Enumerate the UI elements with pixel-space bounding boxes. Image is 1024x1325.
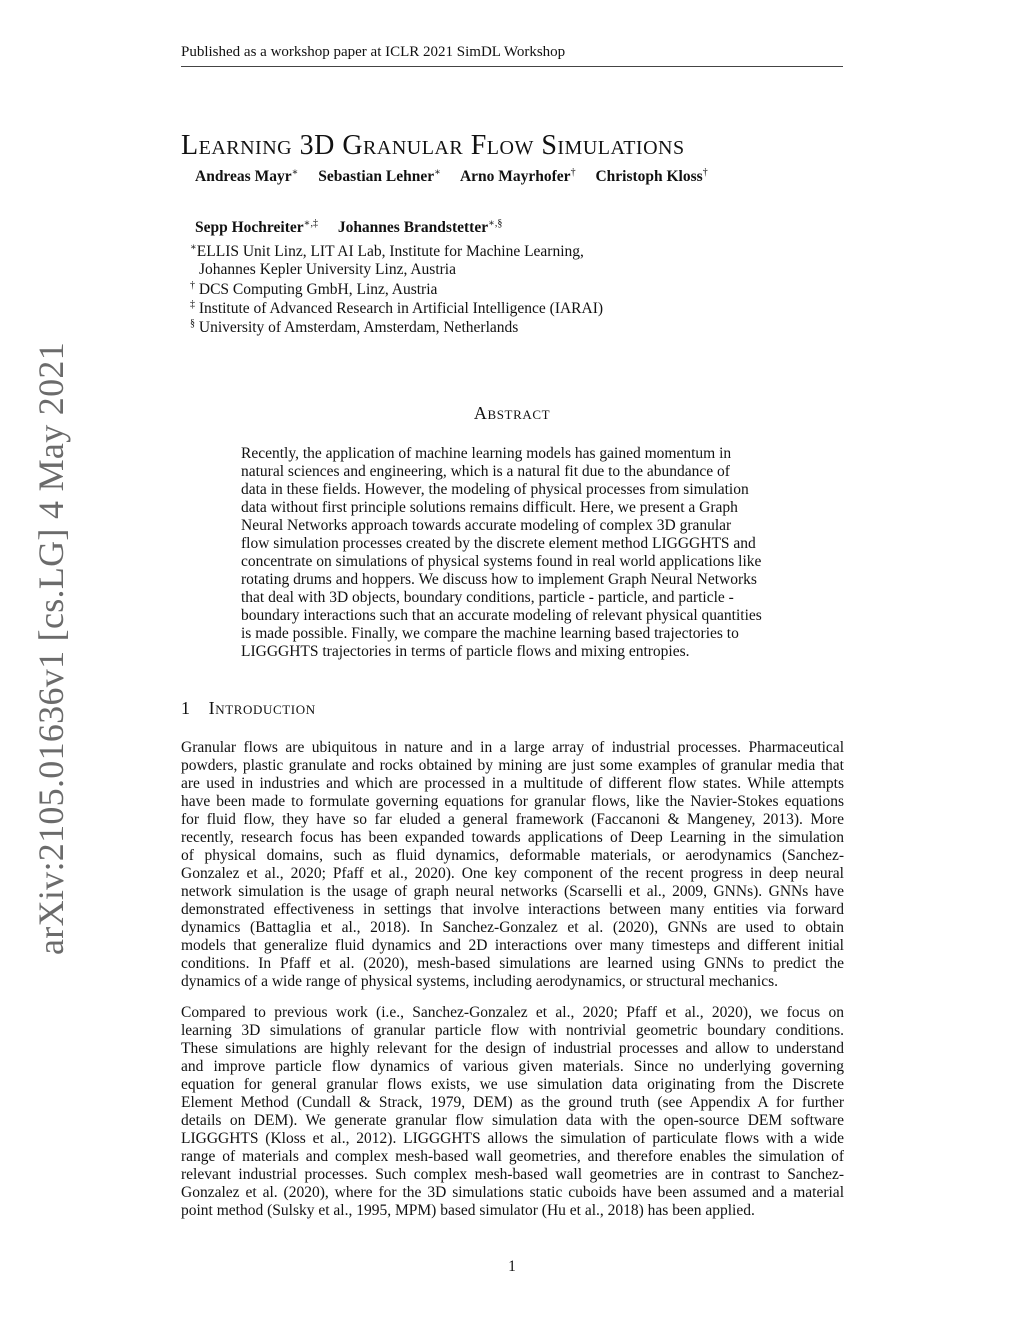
body-line: recently, research focus has been expanded towards applications of Deep Learning in the simulation	[181, 829, 844, 846]
body-line: learning 3D simulations of granular particle flow with nontrivial geometric boundary conditions.	[181, 1022, 844, 1039]
section-title: Introduction	[208, 698, 316, 718]
header-rule	[181, 66, 843, 67]
body-line: LIGGGHTS (Kloss et al., 2012). LIGGGHTS allows the simulation of particulate flows with a wide	[181, 1130, 844, 1147]
body-line: demonstrated effectiveness in settings that involve interactions between many entities via forward	[181, 901, 844, 918]
author-name: Andreas Mayr∗	[195, 167, 299, 186]
author-name: Sebastian Lehner∗	[318, 167, 441, 186]
body-line: point method (Sulsky et al., 1995, MPM) based simulator (Hu et al., 2018) has been applied.	[181, 1202, 755, 1219]
author-name: Arno Mayrhofer†	[459, 167, 576, 186]
author-name: Christoph Kloss†	[595, 167, 708, 186]
abstract-line: Recently, the application of machine learning models has gained momentum in	[241, 445, 732, 462]
abstract-line: Neural Networks approach towards accurate modeling of complex 3D granular	[241, 517, 732, 534]
body-line: network simulation is the usage of graph neural networks (Scarselli et al., 2009, GNNs). GNNs have	[181, 883, 844, 900]
body-line: details on DEM). We generate granular flow simulation data with the open-source DEM software	[181, 1112, 844, 1129]
paper-title: Learning 3D Granular Flow Simulations	[181, 130, 685, 161]
body-line: dynamics (Battaglia et al., 2018). In Sanchez-Gonzalez et al. (2020), GNNs are used to obtain	[181, 919, 844, 936]
abstract-line: that deal with 3D objects, boundary conditions, particle - particle, and particle -	[241, 589, 734, 606]
body-line: Compared to previous work (i.e., Sanchez-Gonzalez et al., 2020; Pfaff et al., 2020), we focus on	[181, 1004, 844, 1021]
abstract-line: is made possible. Finally, we compare the machine learning based trajectories to	[241, 625, 739, 642]
author-line-1	[195, 167, 724, 186]
abstract-heading: Abstract	[473, 403, 551, 423]
author-line-2	[195, 218, 518, 237]
abstract-line: flow simulation processes created by the discrete element method LIGGGHTS and	[241, 535, 756, 552]
body-line: Gonzalez et al., 2020; Pfaff et al., 2020). One key component of the recent progress in deep neural	[181, 865, 844, 882]
body-line: These simulations are highly relevant for the design of industrial processes and allow to understand	[181, 1040, 844, 1057]
author-name: Sepp Hochreiter∗,‡	[195, 218, 318, 237]
section-number: 1	[181, 698, 191, 718]
abstract-line: rotating drums and hoppers. We discuss how to implement Graph Neural Networks	[241, 571, 757, 588]
affiliation: † DCS Computing GmbH, Linz, Austria	[190, 280, 438, 299]
author-name: Johannes Brandstetter∗,§	[337, 218, 503, 237]
body-line: Granular flows are ubiquitous in nature and in a large array of industrial processes. Pharmaceutical	[181, 739, 844, 756]
affiliation: ∗ELLIS Unit Linz, LIT AI Lab, Institute for Machine Learning,	[190, 242, 584, 261]
body-line: and improve particle flow dynamics of various given materials. Since no underlying governing	[181, 1058, 844, 1075]
affiliation: ‡ Institute of Advanced Research in Artificial Intelligence (IARAI)	[190, 299, 604, 318]
page-number: 1	[508, 1258, 516, 1275]
abstract-line: natural sciences and engineering, which is a natural fit due to the abundance of	[241, 463, 730, 480]
abstract-line: boundary interactions such that an accurate modeling of relevant physical quantities	[241, 607, 762, 624]
body-line: equation for general granular flows exists, we use simulation data originating from the Discrete	[181, 1076, 844, 1093]
body-line: powders, plastic granulate and rocks obtained by mining are just some examples of granular media that	[181, 757, 844, 774]
body-line: relevant industrial processes. Such complex mesh-based wall geometries are in contrast to Sanchez-	[181, 1166, 844, 1183]
body-line: are used in industries and which are processed in a multitude of different flow states. While attempts	[181, 775, 844, 792]
abstract-line: concentrate on simulations of physical systems found in real world applications like	[241, 553, 762, 570]
body-line: dynamics of a wide range of physical systems, including aerodynamics, or structural mechanics.	[181, 973, 779, 990]
body-line: Element Method (Cundall & Strack, 1979, DEM) as the ground truth (see Appendix A for further	[181, 1094, 844, 1111]
body-line: models that generalize fluid dynamics and 2D interactions over many timesteps and different initial	[181, 937, 844, 954]
body-line: have been made to formulate governing equations for granular flows, like the Navier-Stokes equations	[181, 793, 844, 810]
body-line: Gonzalez et al. (2020), where for the 3D simulations static cuboids have been assumed and a material	[181, 1184, 844, 1201]
body-line: of physical domains, such as fluid dynamics, deformable materials, or aerodynamics (Sanchez-	[181, 847, 844, 864]
body-line: range of materials and complex mesh-based wall geometries, and therefore enables the simulation of	[181, 1148, 844, 1165]
body-line: conditions. In Pfaff et al. (2020), mesh-based simulations are learned using GNNs to predict the	[181, 955, 844, 972]
affiliation: Johannes Kepler University Linz, Austria	[199, 261, 456, 278]
abstract-line: data in these fields. However, the modeling of physical processes from simulation	[241, 481, 749, 498]
affiliation: § University of Amsterdam, Amsterdam, Netherlands	[190, 318, 519, 337]
arxiv-stamp: arXiv:2105.01636v1 [cs.LG] 4 May 2021	[31, 341, 71, 955]
body-line: for fluid flow, they have so far eluded a general framework (Faccanoni & Mangeney, 2013). More	[181, 811, 844, 828]
running-header: Published as a workshop paper at ICLR 2021 SimDL Workshop	[181, 44, 566, 60]
abstract-line: data without first principle solutions remains difficult. Here, we present a Graph	[241, 499, 738, 516]
section-heading	[181, 698, 316, 719]
abstract-line: LIGGGHTS trajectories in terms of particle flows and mixing entropies.	[241, 643, 690, 660]
